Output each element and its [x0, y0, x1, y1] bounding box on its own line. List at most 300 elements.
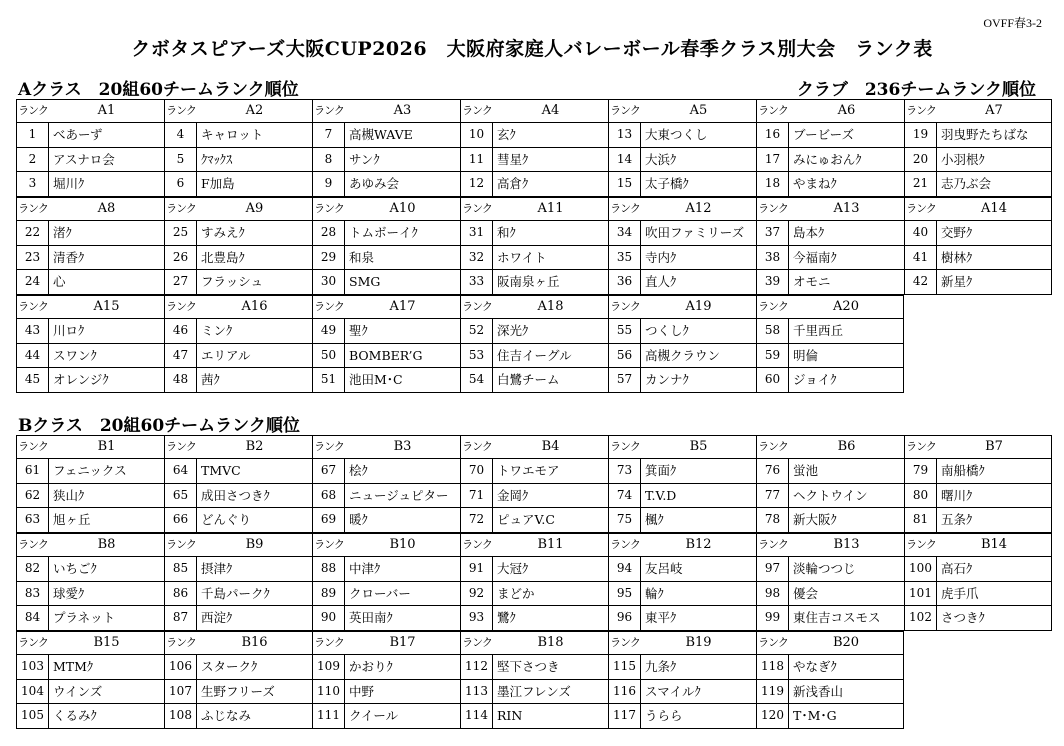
group-a14 [904, 197, 1052, 295]
group-name: B6 [837, 439, 856, 454]
team-row [904, 172, 1051, 197]
team-row [16, 484, 164, 509]
team-row [460, 582, 608, 607]
team-name: オレンジｸ [53, 372, 109, 388]
team-rank: 8 [313, 148, 345, 172]
group-b6 [756, 435, 904, 533]
team-rank: 73 [609, 459, 641, 483]
group-name: B15 [93, 635, 120, 650]
team-row [756, 680, 903, 705]
team-name: 狭山ｸ [53, 487, 85, 503]
team-name: 清香ｸ [53, 249, 85, 265]
team-name: RIN [497, 708, 523, 724]
group-header [312, 631, 460, 655]
team-rank: 114 [461, 704, 493, 728]
team-rank: 49 [313, 319, 345, 343]
team-rank: 5 [165, 148, 197, 172]
group-a20 [756, 295, 904, 393]
group-b8 [16, 533, 164, 631]
team-row [608, 319, 756, 344]
team-rank: 67 [313, 459, 345, 483]
team-rank: 86 [165, 582, 197, 606]
team-name: 桧ｸ [349, 463, 368, 478]
group-b14 [904, 533, 1052, 631]
team-row [608, 172, 756, 197]
team-name: 輪ｸ [645, 585, 664, 601]
group-name: A12 [685, 201, 712, 216]
team-rank: 94 [609, 557, 641, 581]
group-name: A15 [93, 299, 120, 314]
team-name: 和ｸ [497, 225, 516, 240]
team-name: MTMｸ [53, 659, 94, 674]
group-a9 [164, 197, 312, 295]
team-row [164, 680, 312, 705]
team-rank: 66 [165, 508, 197, 532]
rank-column-label: ランク [462, 538, 492, 551]
team-rank: 113 [461, 680, 493, 704]
team-name: 直人ｸ [645, 274, 677, 290]
team-rank: 68 [313, 484, 345, 508]
group-b9 [164, 533, 312, 631]
team-rank: 99 [757, 606, 789, 630]
rank-column-label: ランク [314, 440, 344, 453]
team-name: 心 [53, 274, 66, 290]
group-name: B9 [245, 537, 264, 552]
team-rank: 38 [757, 246, 789, 270]
team-name: フェニックス [53, 463, 127, 478]
team-row [312, 148, 460, 173]
team-rank: 23 [17, 246, 49, 270]
group-b12 [608, 533, 756, 631]
team-row [164, 484, 312, 509]
group-header [164, 99, 312, 123]
group-header [608, 435, 756, 459]
team-rank: 46 [165, 319, 197, 343]
team-row [312, 246, 460, 271]
group-header [16, 533, 164, 557]
team-rank: 44 [17, 344, 49, 368]
team-name: クイール [349, 708, 399, 724]
group-header [460, 435, 608, 459]
team-rank: 12 [461, 172, 493, 196]
team-rank: 18 [757, 172, 789, 196]
group-header [164, 533, 312, 557]
group-b7 [904, 435, 1052, 533]
team-rank: 105 [17, 704, 49, 728]
group-name: A7 [985, 103, 1003, 118]
team-rank: 83 [17, 582, 49, 606]
team-rank: 17 [757, 148, 789, 172]
group-header [756, 197, 904, 221]
team-rank: 119 [757, 680, 789, 704]
group-b1 [16, 435, 164, 533]
team-name: 高槻クラウン [645, 347, 721, 363]
team-name: やまねｸ [793, 176, 837, 192]
team-rank: 89 [313, 582, 345, 606]
team-row [16, 319, 164, 344]
team-row [460, 368, 608, 393]
team-name: サンｸ [349, 151, 380, 167]
group-header [608, 533, 756, 557]
team-row [756, 319, 903, 344]
team-name: 楓ｸ [645, 512, 664, 528]
team-name: 大浜ｸ [645, 151, 677, 167]
group-header [164, 631, 312, 655]
rank-column-label: ランク [610, 104, 640, 117]
team-name: あゆみ会 [349, 176, 400, 192]
team-rank: 9 [313, 172, 345, 196]
team-name: 新大阪ｸ [793, 512, 837, 528]
team-rank: 88 [313, 557, 345, 581]
team-rank: 27 [165, 270, 197, 294]
team-row [756, 655, 903, 680]
team-rank: 60 [757, 368, 789, 392]
group-a19 [608, 295, 756, 393]
team-rank: 95 [609, 582, 641, 606]
team-rank: 58 [757, 319, 789, 343]
team-row [460, 557, 608, 582]
rank-column-label: ランク [314, 300, 344, 313]
team-name: 明倫 [793, 347, 819, 363]
team-row [312, 123, 460, 148]
team-name: 高槻WAVE [349, 127, 413, 142]
team-row [460, 246, 608, 271]
rank-column-label: ランク [18, 300, 48, 313]
team-name: 球愛ｸ [53, 585, 85, 601]
team-name: ジョイｸ [793, 372, 837, 388]
group-header [312, 99, 460, 123]
group-header [312, 435, 460, 459]
team-name: 玄ｸ [497, 127, 516, 142]
team-row [312, 319, 460, 344]
team-name: トワエモア [497, 463, 560, 478]
group-a17 [312, 295, 460, 393]
group-b18 [460, 631, 608, 729]
group-header [756, 533, 904, 557]
team-name: アスナロ会 [53, 151, 115, 167]
team-name: 島本ｸ [793, 225, 825, 240]
team-rank: 28 [313, 221, 345, 245]
team-rank: 71 [461, 484, 493, 508]
team-rank: 6 [165, 172, 197, 196]
team-row [756, 270, 904, 295]
team-rank: 7 [313, 123, 345, 147]
team-name: 今福南ｸ [793, 249, 837, 265]
team-row [312, 704, 460, 729]
team-name: TMVC [201, 463, 241, 478]
team-row [312, 606, 460, 631]
group-a2 [164, 99, 312, 197]
team-name: さつきｸ [941, 610, 985, 626]
team-rank: 21 [905, 172, 937, 196]
team-rank: 54 [461, 368, 493, 392]
rank-column-label: ランク [610, 538, 640, 551]
team-rank: 108 [165, 704, 197, 728]
group-header [164, 435, 312, 459]
group-name: B3 [393, 439, 412, 454]
team-row [904, 270, 1051, 295]
team-row [608, 123, 756, 148]
team-rank: 31 [461, 221, 493, 245]
team-row [312, 368, 460, 393]
team-row [312, 270, 460, 295]
team-row [16, 270, 164, 295]
team-row [312, 344, 460, 369]
team-rank: 75 [609, 508, 641, 532]
rank-column-label: ランク [610, 202, 640, 215]
team-name: 渚ｸ [53, 225, 72, 240]
team-row [312, 508, 460, 533]
group-header [904, 533, 1051, 557]
team-rank: 4 [165, 123, 197, 147]
group-header [16, 435, 164, 459]
rank-column-label: ランク [18, 636, 48, 649]
team-name: オモニ [793, 274, 831, 290]
group-header [16, 197, 164, 221]
team-row [312, 172, 460, 197]
team-name: 阪南泉ヶ丘 [497, 274, 560, 290]
team-name: 墨江フレンズ [497, 683, 571, 699]
team-row [608, 606, 756, 631]
team-row [460, 459, 608, 484]
team-rank: 69 [313, 508, 345, 532]
team-rank: 82 [17, 557, 49, 581]
team-row [608, 680, 756, 705]
team-rank: 63 [17, 508, 49, 532]
team-rank: 109 [313, 655, 345, 679]
team-row [608, 484, 756, 509]
team-row [16, 368, 164, 393]
team-name: 鷺ｸ [497, 610, 516, 626]
group-name: B10 [389, 537, 416, 552]
group-name: A10 [389, 201, 416, 216]
team-row [164, 344, 312, 369]
team-name: 箕面ｸ [645, 463, 677, 478]
team-row [164, 270, 312, 295]
group-a12 [608, 197, 756, 295]
team-rank: 52 [461, 319, 493, 343]
team-name: やなぎｸ [793, 659, 837, 674]
team-rank: 79 [905, 459, 937, 483]
team-name: ヘクトウイン [793, 487, 868, 503]
group-header [16, 99, 164, 123]
team-name: 白鷺チーム [497, 372, 560, 388]
team-rank: 107 [165, 680, 197, 704]
team-row [16, 582, 164, 607]
team-rank: 78 [757, 508, 789, 532]
team-name: まどか [497, 585, 535, 601]
team-name: つくしｸ [645, 323, 689, 338]
rank-column-label: ランク [166, 538, 196, 551]
team-rank: 111 [313, 704, 345, 728]
team-row [312, 557, 460, 582]
team-rank: 37 [757, 221, 789, 245]
team-name: 東平ｸ [645, 610, 677, 626]
team-row [164, 606, 312, 631]
group-name: A18 [537, 299, 564, 314]
team-row [16, 606, 164, 631]
group-header [756, 295, 903, 319]
group-header [164, 197, 312, 221]
team-rank: 40 [905, 221, 937, 245]
team-row [164, 148, 312, 173]
team-name: かおりｸ [349, 659, 393, 674]
team-name: 高石ｸ [941, 561, 973, 576]
team-row [904, 484, 1051, 509]
team-name: カンナｸ [645, 372, 689, 388]
rank-column-label: ランク [166, 300, 196, 313]
team-name: 西淀ｸ [201, 610, 233, 626]
club-heading: クラブ 236チームランク順位 [796, 80, 1036, 100]
rank-column-label: ランク [758, 202, 788, 215]
team-name: 茜ｸ [201, 372, 220, 388]
team-name: 池田M･C [349, 372, 403, 388]
group-name: A1 [97, 103, 116, 118]
team-name: キャロット [201, 127, 264, 142]
team-rank: 34 [609, 221, 641, 245]
group-name: A17 [389, 299, 416, 314]
team-rank: 57 [609, 368, 641, 392]
team-rank: 50 [313, 344, 345, 368]
team-name: フラッシュ [201, 274, 264, 290]
team-rank: 25 [165, 221, 197, 245]
team-name: 中津ｸ [349, 561, 381, 576]
team-row [460, 680, 608, 705]
team-row [312, 484, 460, 509]
team-rank: 62 [17, 484, 49, 508]
team-rank: 19 [905, 123, 937, 147]
team-name: ウインズ [53, 683, 103, 699]
team-name: ふじなみ [201, 708, 252, 724]
team-name: 和泉 [349, 249, 375, 265]
group-name: A16 [241, 299, 268, 314]
group-a1 [16, 99, 164, 197]
group-name: A11 [537, 201, 564, 216]
rank-column-label: ランク [18, 538, 48, 551]
team-rank: 85 [165, 557, 197, 581]
team-row [756, 557, 904, 582]
group-name: A8 [97, 201, 116, 216]
team-rank: 20 [905, 148, 937, 172]
team-row [16, 123, 164, 148]
team-rank: 15 [609, 172, 641, 196]
team-rank: 16 [757, 123, 789, 147]
team-name: 五条ｸ [941, 512, 973, 528]
team-row [16, 557, 164, 582]
team-name: スワンｸ [53, 347, 97, 363]
team-name: 成田さつきｸ [201, 487, 270, 503]
group-header [16, 295, 164, 319]
team-row [16, 172, 164, 197]
team-row [608, 344, 756, 369]
team-name: 北豊島ｸ [201, 249, 245, 265]
team-row [164, 704, 312, 729]
team-name: ホワイト [497, 249, 547, 265]
team-row [460, 123, 608, 148]
group-name: B8 [97, 537, 116, 552]
team-rank: 56 [609, 344, 641, 368]
team-row [312, 459, 460, 484]
group-header [460, 631, 608, 655]
team-name: 優会 [793, 585, 819, 601]
rank-column-label: ランク [18, 440, 48, 453]
team-name: 深光ｸ [497, 323, 529, 338]
team-rank: 72 [461, 508, 493, 532]
team-name: 東住吉コスモス [793, 610, 881, 626]
team-row [904, 606, 1051, 631]
team-rank: 103 [17, 655, 49, 679]
rank-column-label: ランク [610, 300, 640, 313]
team-name: T.V.D [645, 487, 677, 503]
rank-column-label: ランク [314, 538, 344, 551]
group-name: B2 [245, 439, 264, 454]
team-name: 金岡ｸ [497, 487, 529, 503]
group-name: A3 [393, 103, 412, 118]
rank-column-label: ランク [462, 300, 492, 313]
team-rank: 117 [609, 704, 641, 728]
team-name: 蛍池 [793, 463, 819, 478]
team-row [904, 557, 1051, 582]
rank-column-label: ランク [758, 538, 788, 551]
team-rank: 97 [757, 557, 789, 581]
group-a8 [16, 197, 164, 295]
group-name: B19 [685, 635, 712, 650]
team-rank: 92 [461, 582, 493, 606]
team-name: 大東つくし [645, 127, 708, 142]
group-b2 [164, 435, 312, 533]
team-rank: 110 [313, 680, 345, 704]
team-row [904, 582, 1051, 607]
team-name: ｸﾏｯｸｽ [201, 151, 233, 167]
team-name: 旭ヶ丘 [53, 512, 91, 528]
team-row [756, 368, 903, 393]
team-row [608, 704, 756, 729]
group-header [608, 197, 756, 221]
team-name: T･M･G [793, 708, 837, 724]
team-row [904, 221, 1051, 246]
group-a4 [460, 99, 608, 197]
rank-column-label: ランク [166, 104, 196, 117]
team-rank: 45 [17, 368, 49, 392]
group-header [608, 295, 756, 319]
team-rank: 84 [17, 606, 49, 630]
team-name: 寺内ｸ [645, 249, 677, 265]
team-rank: 10 [461, 123, 493, 147]
rank-column-label: ランク [314, 104, 344, 117]
team-rank: 74 [609, 484, 641, 508]
team-rank: 43 [17, 319, 49, 343]
group-header [312, 533, 460, 557]
team-row [164, 172, 312, 197]
team-rank: 87 [165, 606, 197, 630]
team-name: F加島 [201, 176, 235, 192]
team-name: 新浅香山 [793, 683, 844, 699]
group-b13 [756, 533, 904, 631]
rank-column-label: ランク [906, 104, 936, 117]
team-rank: 96 [609, 606, 641, 630]
group-name: A13 [833, 201, 860, 216]
team-row [608, 655, 756, 680]
team-row [756, 123, 904, 148]
team-row [756, 172, 904, 197]
team-name: すみえｸ [201, 225, 245, 240]
group-name: A14 [981, 201, 1007, 216]
team-name: 高倉ｸ [497, 176, 529, 192]
group-header [460, 533, 608, 557]
page-title: クボタスピアーズ大阪CUP2026 大阪府家庭人バレーボール春季クラス別大会 ランク表 [131, 38, 933, 60]
group-name: A20 [833, 299, 859, 314]
team-row [608, 508, 756, 533]
